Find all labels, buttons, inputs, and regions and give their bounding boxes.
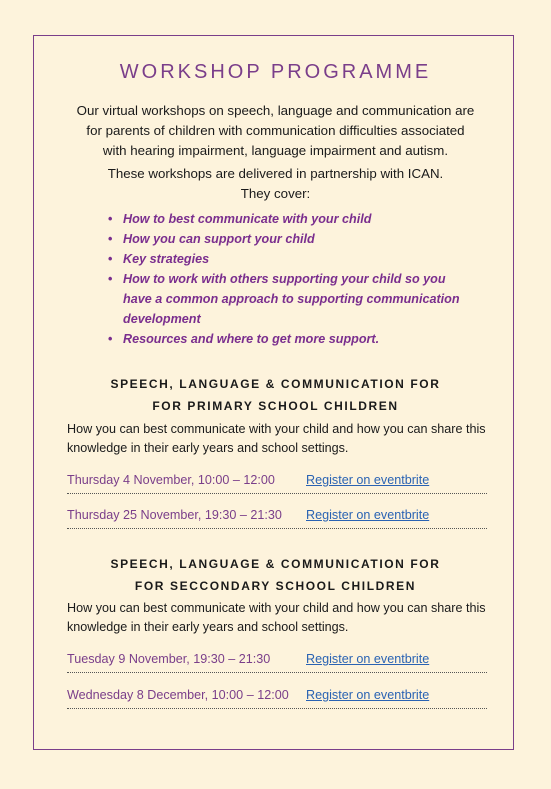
description-line: How you can best communicate with your child and how you can share this [67, 422, 486, 436]
partner-line: They cover: [240, 186, 311, 201]
session-date: Wednesday 8 December, 10:00 – 12:00 [67, 688, 289, 702]
bullet-icon: • [108, 252, 113, 266]
register-link[interactable]: Register on eventbrite [306, 688, 430, 702]
topic-item [107, 229, 487, 249]
bullet-icon: • [108, 272, 113, 286]
description-line: knowledge in their early years and school settings. [67, 620, 349, 634]
bullet-icon: • [108, 212, 113, 226]
heading-line: SPEECH, LANGUAGE & COMMUNICATION FOR [110, 557, 441, 571]
secondary-section-heading [60, 553, 491, 597]
topic-item [107, 249, 487, 269]
session-row [67, 471, 487, 494]
topic-item [107, 269, 487, 329]
description-line: How you can best communicate with your child and how you can share this [67, 601, 486, 615]
register-link[interactable]: Register on eventbrite [306, 508, 430, 522]
page-title: WORKSHOP PROGRAMME [119, 61, 432, 83]
intro-line: with hearing impairment, language impairment and autism. [102, 143, 449, 158]
session-row [67, 650, 487, 673]
topic-line: How to work with others supporting your child so you [123, 272, 446, 286]
session-row [67, 506, 487, 529]
bullet-icon: • [108, 332, 113, 346]
topic-line: Resources and where to get more support. [123, 332, 380, 346]
partner-line: These workshops are delivered in partnership with ICAN. [107, 166, 444, 181]
heading-line: FOR PRIMARY SCHOOL CHILDREN [152, 399, 399, 413]
intro-paragraph [60, 101, 491, 161]
heading-line: FOR SECCONDARY SCHOOL CHILDREN [134, 579, 417, 593]
bullet-icon: • [108, 232, 113, 246]
partner-paragraph [60, 164, 491, 204]
topic-item [107, 209, 487, 229]
intro-line: Our virtual workshops on speech, language and communication are [76, 103, 475, 118]
intro-line: for parents of children with communication difficulties associated [86, 123, 465, 138]
topic-line: How you can support your child [123, 232, 315, 246]
session-date: Tuesday 9 November, 19:30 – 21:30 [67, 652, 271, 666]
session-date: Thursday 25 November, 19:30 – 21:30 [67, 508, 282, 522]
register-link[interactable]: Register on eventbrite [306, 473, 430, 487]
primary-section-description [67, 420, 497, 458]
topic-line: have a common approach to supporting communication [123, 292, 460, 306]
session-row [67, 686, 487, 709]
session-date: Thursday 4 November, 10:00 – 12:00 [67, 473, 275, 487]
topic-line: How to best communicate with your child [123, 212, 372, 226]
topic-line: Key strategies [123, 252, 210, 266]
register-link[interactable]: Register on eventbrite [306, 652, 430, 666]
description-line: knowledge in their early years and school settings. [67, 441, 349, 455]
topic-line: development [123, 312, 201, 326]
heading-line: SPEECH, LANGUAGE & COMMUNICATION FOR [110, 377, 441, 391]
topic-item [107, 329, 487, 349]
primary-section-heading [60, 373, 491, 417]
topics-list [107, 209, 487, 349]
secondary-section-description [67, 599, 497, 637]
